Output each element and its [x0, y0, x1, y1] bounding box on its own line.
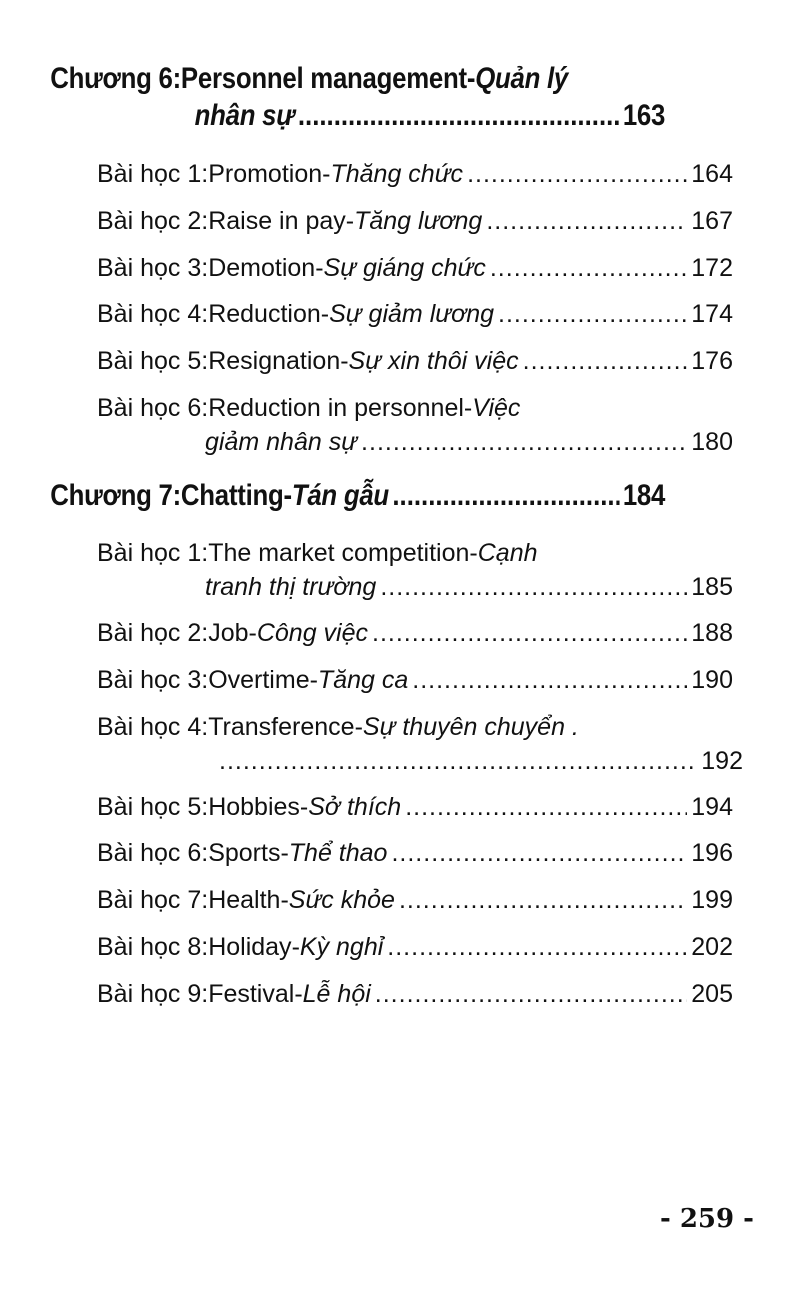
lesson-title-vi: Công việc	[256, 619, 368, 647]
dot-leader	[298, 97, 620, 134]
toc-entry	[0, 663, 733, 697]
lesson-label: Bài học 1:	[97, 160, 209, 188]
lesson-title-vi-cont: giảm nhân sự	[205, 428, 358, 456]
lesson-title-en: Raise in pay	[208, 206, 346, 235]
lesson-label: Bài học 3:	[97, 665, 209, 694]
lesson-title-en: Transference	[208, 712, 355, 741]
toc-entry	[0, 204, 733, 238]
lesson-title-vi: Sức khỏe	[288, 886, 395, 915]
lesson-label: Bài học 2:	[97, 206, 209, 235]
separator: -	[320, 300, 330, 329]
lesson-title-vi: Việc	[472, 394, 521, 422]
lesson-title-vi: Thể thao	[288, 839, 388, 868]
chapter-title-en: Personnel management	[180, 62, 467, 95]
lesson-title-en: Sports	[208, 839, 281, 868]
dot-leader	[405, 790, 687, 824]
page-number: - 259 -	[660, 1204, 754, 1234]
toc-entry	[0, 616, 733, 650]
dot-leader	[361, 425, 687, 459]
lesson-label: Bài học 5:	[97, 792, 209, 821]
toc-entry	[0, 536, 733, 604]
lesson-page: 199	[691, 886, 733, 915]
separator: -	[283, 479, 292, 512]
chapter-heading	[0, 60, 665, 134]
lesson-label: Bài học 8:	[97, 933, 209, 961]
dot-leader	[392, 477, 619, 514]
dot-leader	[412, 663, 687, 697]
lesson-page: 174	[691, 300, 733, 329]
toc-entry	[0, 391, 733, 459]
lesson-label: Bài học 1:	[97, 539, 209, 567]
separator: -	[340, 347, 349, 376]
entry-line	[0, 790, 733, 824]
toc-entry	[0, 930, 733, 964]
lesson-label: Bài học 5:	[97, 347, 209, 376]
lesson-page: 172	[691, 253, 733, 282]
dot-leader	[467, 157, 687, 191]
chapter-page: 163	[622, 99, 666, 132]
entry-line	[0, 883, 733, 917]
lesson-label: Bài học 7:	[97, 886, 209, 915]
separator: -	[354, 712, 363, 741]
lesson-title-en: Overtime	[208, 665, 310, 694]
lesson-page: 164	[691, 160, 733, 188]
separator: -	[466, 62, 476, 95]
lesson-label: Bài học 6:	[97, 394, 209, 422]
entry-line	[0, 204, 733, 238]
entry-continuation	[0, 425, 733, 459]
lesson-page: 194	[691, 792, 733, 821]
lesson-label: Bài học 4:	[97, 712, 209, 741]
dot-leader	[399, 883, 687, 917]
lesson-title-en: Hobbies	[208, 792, 300, 821]
lesson-page: 185	[691, 573, 733, 601]
dot-leader	[375, 977, 688, 1011]
toc-entry	[0, 297, 733, 331]
lesson-title-vi: Sự giảm lương	[329, 300, 495, 329]
separator: -	[294, 979, 303, 1008]
lesson-page: 205	[691, 979, 733, 1008]
separator: -	[463, 394, 473, 422]
separator: -	[299, 792, 309, 821]
lesson-title-vi: Thăng chức	[330, 160, 464, 188]
lesson-page: 202	[691, 933, 733, 961]
chapter-label: Chương 6:	[50, 62, 181, 95]
entry-line	[0, 930, 733, 964]
separator: -	[345, 206, 355, 235]
toc-entry	[0, 157, 733, 191]
dot-leader	[498, 297, 687, 331]
lesson-page: 167	[691, 206, 733, 235]
lesson-title-en: Reduction in personnel	[208, 394, 464, 422]
lesson-title-en: The market competition	[208, 539, 470, 567]
lesson-title-en: Job	[208, 619, 249, 647]
entry-line	[0, 536, 733, 570]
toc-entry	[0, 790, 733, 824]
lesson-title-vi: Kỳ nghỉ	[299, 933, 384, 961]
lesson-page: 192	[701, 746, 743, 775]
entry-continuation	[0, 744, 743, 778]
lesson-page: 190	[691, 665, 733, 694]
lesson-label: Bài học 3:	[97, 253, 209, 282]
lesson-title-en: Health	[208, 886, 281, 915]
lesson-page: 196	[691, 839, 733, 868]
chapter-title-en: Chatting	[180, 479, 284, 512]
chapter-title-line	[0, 60, 665, 97]
chapter-label: Chương 7:	[50, 479, 181, 512]
chapter-title-vi: Tán gẫu	[291, 479, 389, 512]
chapter-title-vi: Quản lý	[475, 62, 569, 95]
dot-leader	[490, 251, 687, 285]
toc-entry	[0, 836, 733, 870]
separator: -	[280, 839, 289, 868]
separator: -	[322, 160, 331, 188]
toc-entry	[0, 344, 733, 378]
dot-leader	[372, 616, 687, 650]
lesson-title-vi: Cạnh	[477, 539, 538, 567]
entry-line	[0, 710, 733, 744]
entry-line	[0, 663, 733, 697]
separator: -	[248, 619, 257, 647]
chapter-title-continuation	[0, 97, 665, 134]
entry-line	[0, 251, 733, 285]
dot-leader	[380, 570, 687, 604]
lesson-page: 176	[691, 347, 733, 376]
entry-line	[0, 344, 733, 378]
entry-line	[0, 157, 733, 191]
lesson-label: Bài học 2:	[97, 619, 209, 647]
lesson-title-en: Promotion	[208, 160, 323, 188]
lesson-page: 180	[691, 428, 733, 456]
chapter-title-line	[0, 477, 665, 514]
chapter-heading	[0, 477, 665, 514]
toc-entry	[0, 883, 733, 917]
lesson-title-vi: Tăng lương	[354, 206, 483, 235]
dot-leader	[219, 744, 697, 778]
toc-entry	[0, 710, 743, 778]
dot-leader	[523, 344, 688, 378]
dot-leader	[486, 204, 687, 238]
toc-entry	[0, 251, 733, 285]
chapter-page: 184	[622, 479, 666, 512]
lesson-title-vi: Sự thuyên chuyển .	[362, 712, 579, 741]
lesson-title-en: Holiday	[208, 933, 292, 961]
lesson-title-vi: Sở thích	[308, 792, 402, 821]
entry-line	[0, 977, 733, 1011]
lesson-title-vi: Lễ hội	[302, 979, 371, 1008]
dot-leader	[387, 930, 687, 964]
separator: -	[469, 539, 478, 567]
lesson-title-en: Demotion	[208, 253, 316, 282]
lesson-label: Bài học 4:	[97, 300, 209, 329]
lesson-title-vi: Sự xin thôi việc	[348, 347, 519, 376]
separator: -	[315, 253, 324, 282]
entry-line	[0, 391, 733, 425]
dot-leader	[391, 836, 687, 870]
lesson-title-en: Reduction	[208, 300, 321, 329]
lesson-title-vi-cont: tranh thị trường	[205, 573, 377, 601]
entry-continuation	[0, 570, 733, 604]
entry-line	[0, 616, 733, 650]
entry-line	[0, 836, 733, 870]
toc-entry	[0, 977, 733, 1011]
separator: -	[291, 933, 300, 961]
separator: -	[309, 665, 318, 694]
separator: -	[280, 886, 289, 915]
lesson-title-vi: Tăng ca	[317, 665, 409, 694]
lesson-page: 188	[691, 619, 733, 647]
entry-line	[0, 297, 733, 331]
lesson-title-en: Resignation	[208, 347, 341, 376]
lesson-title-vi: Sự giáng chức	[323, 253, 486, 282]
chapter-title-vi-cont: nhân sự	[194, 99, 295, 132]
lesson-label: Bài học 9:	[97, 979, 209, 1008]
lesson-title-en: Festival	[208, 979, 295, 1008]
lesson-label: Bài học 6:	[97, 839, 209, 868]
